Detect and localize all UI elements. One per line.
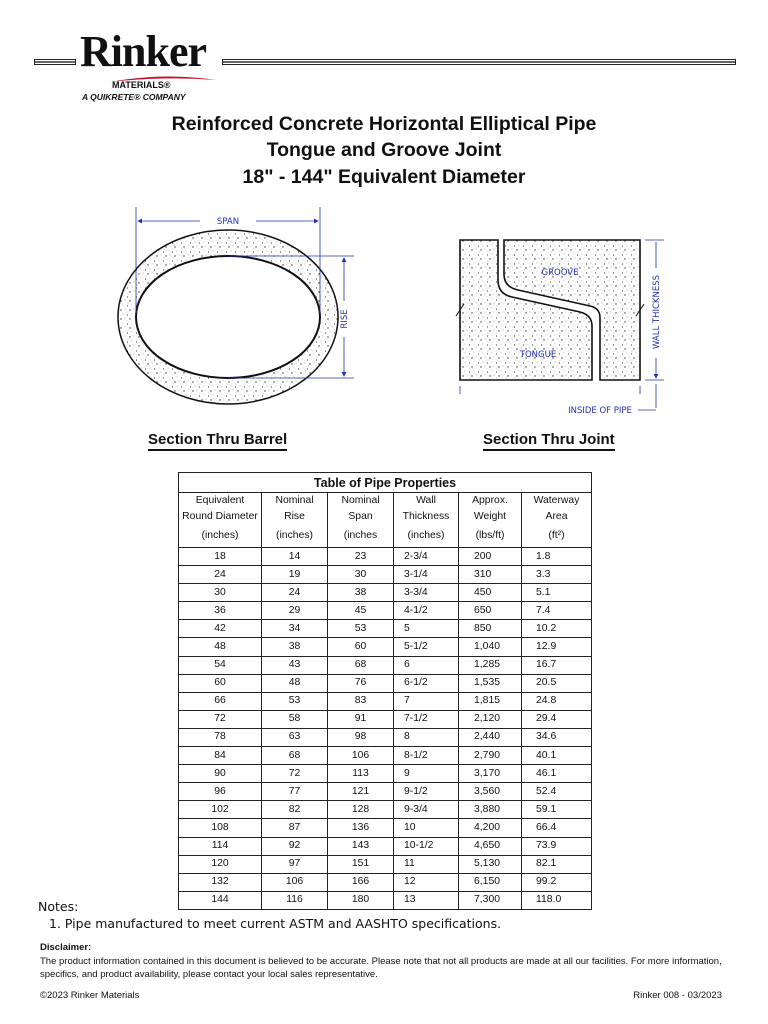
table-cell: 114 [179, 837, 262, 855]
table-cell: 128 [328, 801, 394, 819]
table-row [179, 692, 592, 710]
table-cell: 450 [459, 584, 522, 602]
table-cell: 12 [394, 873, 459, 891]
table-cell: 136 [328, 819, 394, 837]
table-cell: 82.1 [522, 855, 592, 873]
table-cell: 3-3/4 [394, 584, 459, 602]
table-header-row-3 [179, 525, 592, 548]
table-cell: 10 [394, 819, 459, 837]
table-cell: 9 [394, 765, 459, 783]
table-cell: 5-1/2 [394, 638, 459, 656]
rise-label: RISE [340, 309, 350, 329]
title-line-3: 18" - 144" Equivalent Diameter [242, 166, 526, 188]
tongue-label: TONGUE [519, 350, 557, 360]
header-cell: Waterway [522, 493, 592, 510]
table-cell: 16.7 [522, 656, 592, 674]
table-cell: 92 [262, 837, 328, 855]
header-cell: (inches [328, 525, 394, 548]
table-cell: 850 [459, 620, 522, 638]
header-cell: Area [522, 509, 592, 525]
span-label: SPAN [216, 217, 240, 227]
table-cell: 3,880 [459, 801, 522, 819]
table-cell: 54 [179, 656, 262, 674]
table-cell: 3,560 [459, 783, 522, 801]
table-cell: 108 [179, 819, 262, 837]
table-cell: 310 [459, 566, 522, 584]
barrel-caption-text: Section Thru Barrel [148, 431, 288, 448]
table-cell: 97 [262, 855, 328, 873]
table-cell: 83 [328, 692, 394, 710]
barrel-section-diagram [108, 205, 358, 405]
joint-caption-text: Section Thru Joint [483, 431, 615, 448]
table-row [179, 855, 592, 873]
table-row [179, 783, 592, 801]
table-row [179, 819, 592, 837]
table-cell: 36 [179, 602, 262, 620]
table-cell: 8 [394, 728, 459, 746]
table-cell: 7-1/2 [394, 710, 459, 728]
wall-thickness-label: WALL THICKNESS [652, 274, 662, 350]
table-cell: 144 [179, 891, 262, 909]
note-item: 1. Pipe manufactured to meet current ASTM and AASHTO specifications. [49, 916, 502, 931]
table-cell: 9-3/4 [394, 801, 459, 819]
table-cell: 5 [394, 620, 459, 638]
table-cell: 24 [179, 566, 262, 584]
table-cell: 4,650 [459, 837, 522, 855]
inside-of-pipe-label: INSIDE OF PIPE [568, 406, 632, 416]
table-cell: 5.1 [522, 584, 592, 602]
table-cell: 9-1/2 [394, 783, 459, 801]
table-cell: 72 [179, 710, 262, 728]
table-cell: 4-1/2 [394, 602, 459, 620]
table-cell: 2-3/4 [394, 548, 459, 566]
table-cell: 13 [394, 891, 459, 909]
table-cell: 1,040 [459, 638, 522, 656]
title-line-1: Reinforced Concrete Horizontal Elliptical Pipe [171, 113, 597, 135]
table-cell: 143 [328, 837, 394, 855]
table-cell: 34.6 [522, 728, 592, 746]
table-cell: 12.9 [522, 638, 592, 656]
table-cell: 20.5 [522, 674, 592, 692]
title-line-2: Tongue and Groove Joint [266, 139, 502, 161]
table-cell: 48 [179, 638, 262, 656]
notes-section [38, 898, 501, 932]
table-cell: 10-1/2 [394, 837, 459, 855]
table-row [179, 638, 592, 656]
table-cell: 113 [328, 765, 394, 783]
notes-heading: Notes: [38, 899, 79, 914]
table-cell: 166 [328, 873, 394, 891]
header-rule-left [34, 59, 76, 65]
table-cell: 106 [328, 747, 394, 765]
table-cell: 59.1 [522, 801, 592, 819]
header-cell: Nominal [328, 493, 394, 510]
table-cell: 200 [459, 548, 522, 566]
table-cell: 60 [328, 638, 394, 656]
table-cell: 53 [328, 620, 394, 638]
table-cell: 45 [328, 602, 394, 620]
table-cell: 3,170 [459, 765, 522, 783]
table-cell: 43 [262, 656, 328, 674]
table-row [179, 656, 592, 674]
header-cell: Span [328, 509, 394, 525]
header-cell: Nominal [262, 493, 328, 510]
table-cell: 2,120 [459, 710, 522, 728]
table-cell: 91 [328, 710, 394, 728]
table-cell: 29 [262, 602, 328, 620]
table-cell: 6,150 [459, 873, 522, 891]
table-cell: 73.9 [522, 837, 592, 855]
table-cell: 11 [394, 855, 459, 873]
table-cell: 24 [262, 584, 328, 602]
table-cell: 1.8 [522, 548, 592, 566]
disclaimer-body: The product information contained in this document is believed to be accurate. Please note that not all products are made at all our facilities. For more information, specifics, and product availability, please contact your local sales representative. [40, 956, 722, 980]
table-row [179, 548, 592, 566]
table-cell: 68 [328, 656, 394, 674]
table-cell: 121 [328, 783, 394, 801]
table-header-row-2 [179, 509, 592, 525]
logo-materials: MATERIALS® [112, 80, 171, 90]
barrel-caption [148, 431, 287, 448]
header-cell: (inches) [394, 525, 459, 548]
table-row [179, 602, 592, 620]
joint-caption [483, 431, 615, 448]
table-cell: 29.4 [522, 710, 592, 728]
table-cell: 118.0 [522, 891, 592, 909]
groove-label: GROOVE [541, 268, 579, 278]
copyright: ©2023 Rinker Materials [40, 990, 140, 1001]
table-cell: 34 [262, 620, 328, 638]
table-row [179, 674, 592, 692]
table-cell: 7 [394, 692, 459, 710]
table-cell: 132 [179, 873, 262, 891]
table-row [179, 710, 592, 728]
header-cell: Equivalent [179, 493, 262, 510]
document-id: Rinker 008 - 03/2023 [633, 990, 722, 1001]
table-cell: 82 [262, 801, 328, 819]
table-row [179, 801, 592, 819]
header-cell: Round Diameter [179, 509, 262, 525]
table-row [179, 728, 592, 746]
table-cell: 87 [262, 819, 328, 837]
table-cell: 66.4 [522, 819, 592, 837]
table-cell: 38 [328, 584, 394, 602]
barrel-inner-opening [136, 256, 320, 378]
table-cell: 46.1 [522, 765, 592, 783]
table-cell: 5,130 [459, 855, 522, 873]
table-cell: 6-1/2 [394, 674, 459, 692]
table-cell: 1,285 [459, 656, 522, 674]
table-row [179, 566, 592, 584]
table-cell: 42 [179, 620, 262, 638]
table-cell: 4,200 [459, 819, 522, 837]
table-cell: 102 [179, 801, 262, 819]
table-cell: 77 [262, 783, 328, 801]
table-cell: 66 [179, 692, 262, 710]
header-cell: (inches) [262, 525, 328, 548]
table-cell: 106 [262, 873, 328, 891]
logo-tagline: A QUIKRETE® COMPANY [82, 92, 186, 102]
header-cell: Rise [262, 509, 328, 525]
table-cell: 2,440 [459, 728, 522, 746]
table-cell: 19 [262, 566, 328, 584]
table-cell: 120 [179, 855, 262, 873]
table-cell: 84 [179, 747, 262, 765]
table-cell: 38 [262, 638, 328, 656]
table-cell: 23 [328, 548, 394, 566]
table-cell: 116 [262, 891, 328, 909]
table-cell: 68 [262, 747, 328, 765]
disclaimer-heading: Disclaimer: [40, 942, 92, 953]
header-cell: (inches) [179, 525, 262, 548]
table-cell: 8-1/2 [394, 747, 459, 765]
table-cell: 10.2 [522, 620, 592, 638]
table-cell: 7.4 [522, 602, 592, 620]
table-cell: 99.2 [522, 873, 592, 891]
table-cell: 18 [179, 548, 262, 566]
table-cell: 14 [262, 548, 328, 566]
table-caption: Table of Pipe Properties [179, 473, 592, 493]
table-cell: 96 [179, 783, 262, 801]
table-cell: 78 [179, 728, 262, 746]
header-rule-right [222, 59, 736, 65]
table-cell: 1,535 [459, 674, 522, 692]
logo-wordmark: Rinker [80, 27, 206, 76]
table-cell: 40.1 [522, 747, 592, 765]
table-row [179, 837, 592, 855]
table-cell: 151 [328, 855, 394, 873]
table-cell: 76 [328, 674, 394, 692]
table-cell: 2,790 [459, 747, 522, 765]
table-header-row-1 [179, 493, 592, 510]
table-row [179, 620, 592, 638]
header-cell: Weight [459, 509, 522, 525]
table-row [179, 765, 592, 783]
table-cell: 6 [394, 656, 459, 674]
joint-section-diagram [450, 208, 670, 423]
table-cell: 180 [328, 891, 394, 909]
table-cell: 63 [262, 728, 328, 746]
table-body [179, 548, 592, 910]
table-cell: 24.8 [522, 692, 592, 710]
table-cell: 98 [328, 728, 394, 746]
header-cell: Wall [394, 493, 459, 510]
header-cell: (lbs/ft) [459, 525, 522, 548]
table-row [179, 873, 592, 891]
table-cell: 7,300 [459, 891, 522, 909]
header-cell: Thickness [394, 509, 459, 525]
table-cell: 3.3 [522, 566, 592, 584]
table-row [179, 584, 592, 602]
table-cell: 72 [262, 765, 328, 783]
table-cell: 48 [262, 674, 328, 692]
table-cell: 58 [262, 710, 328, 728]
table-cell: 60 [179, 674, 262, 692]
table-cell: 90 [179, 765, 262, 783]
header-cell: (ft²) [522, 525, 592, 548]
table-cell: 650 [459, 602, 522, 620]
table-cell: 30 [179, 584, 262, 602]
table-cell: 30 [328, 566, 394, 584]
table-cell: 1,815 [459, 692, 522, 710]
pipe-properties-table [178, 472, 592, 910]
table-cell: 3-1/4 [394, 566, 459, 584]
table-cell: 53 [262, 692, 328, 710]
table-cell: 52.4 [522, 783, 592, 801]
table-row [179, 747, 592, 765]
header-cell: Approx. [459, 493, 522, 510]
